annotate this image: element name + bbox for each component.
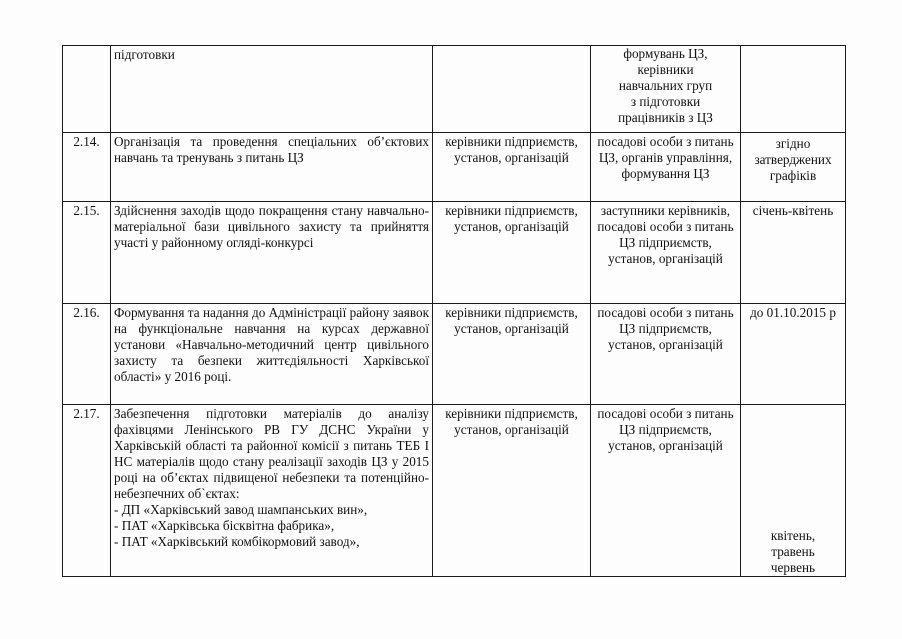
- due-line: травень: [771, 544, 815, 559]
- table-row: [63, 133, 846, 202]
- responsible-cell: [433, 46, 591, 133]
- responsible-cell: [433, 405, 591, 577]
- row-number: 2.14.: [63, 133, 111, 202]
- measure-description-text: Забезпечення підготовки матеріалів до аналізу фахівцями Ленінського РВ ГУ ДСНС України у Харківській області та районної комісії з питань ТЕБ І НС матеріалів щодо стану реалізації заходів ЦЗ у 2015 році на об’єктах підвищеної небезпеки та потенційно-небезпечних об`єктах:: [114, 406, 429, 501]
- involved-cell: [591, 202, 741, 304]
- due-cell: [741, 405, 846, 577]
- measure-description-text: підготовки: [114, 47, 175, 62]
- due-cell: [741, 133, 846, 202]
- measure-description-text: Формування та надання до Адміністрації району заявок на функціональне навчання на курсах державної установи «Навчально-методичний центр цивільного захисту та безпеки життєдіяльності Харківської області» у 2016 році.: [114, 305, 429, 384]
- responsible-cell: [433, 202, 591, 304]
- table-row: [63, 46, 846, 133]
- list-item: - ПАТ «Харківський комбікормовий завод»,: [114, 534, 360, 549]
- list-item: - ПАТ «Харківська бісквітна фабрика»,: [114, 518, 335, 533]
- responsible-text: керівники підприємств, установ, організацій: [445, 305, 578, 336]
- due-text: згідно затверджених графіків: [754, 136, 832, 183]
- measure-description: [111, 202, 433, 304]
- due-line: червень: [770, 560, 816, 575]
- table-row: [63, 202, 846, 304]
- due-text: січень-квітень: [752, 203, 834, 218]
- responsible-text: керівники підприємств, установ, організацій: [445, 203, 578, 234]
- responsible-cell: [433, 304, 591, 405]
- enterprise-list: [114, 502, 429, 550]
- due-cell: [741, 202, 846, 304]
- due-text: до 01.10.2015 р: [750, 305, 836, 320]
- table-row: [63, 304, 846, 405]
- row-number: [63, 46, 111, 133]
- involved-cell: [591, 304, 741, 405]
- plan-table: [62, 45, 846, 577]
- involved-text: формувань ЦЗ, керівники навчальних груп з підготовки працівників з ЦЗ: [618, 46, 713, 125]
- responsible-cell: [433, 133, 591, 202]
- measure-description-text: Організація та проведення спеціальних об’єктових навчань та тренувань з питань ЦЗ: [114, 134, 429, 165]
- row-number: 2.17.: [63, 405, 111, 577]
- involved-text: посадові особи з питань ЦЗ підприємств, установ, організацій: [597, 305, 734, 352]
- measure-description-text: Здійснення заходів щодо покращення стану навчально-матеріальної бази цивільного захисту та прийняття участі у районному огляді-конкурсі: [114, 203, 429, 250]
- measure-description: [111, 133, 433, 202]
- measure-description: [111, 304, 433, 405]
- measure-description: [111, 405, 433, 577]
- row-number: 2.16.: [63, 304, 111, 405]
- row-number: 2.15.: [63, 202, 111, 304]
- due-line: квітень,: [770, 528, 816, 543]
- list-item: - ДП «Харківський завод шампанських вин»,: [114, 502, 368, 517]
- involved-text: посадові особи з питань ЦЗ підприємств, установ, організацій: [597, 406, 734, 453]
- due-cell: [741, 46, 846, 133]
- involved-text: заступники керівників, посадові особи з питань ЦЗ підприємств, установ, організацій: [597, 203, 734, 266]
- responsible-text: керівники підприємств, установ, організацій: [445, 134, 578, 165]
- responsible-text: керівники підприємств, установ, організацій: [445, 406, 578, 437]
- involved-cell: [591, 46, 741, 133]
- due-cell: [741, 304, 846, 405]
- involved-cell: [591, 405, 741, 577]
- measure-description: [111, 46, 433, 133]
- involved-text: посадові особи з питань ЦЗ, органів управління, формування ЦЗ: [597, 134, 734, 181]
- involved-cell: [591, 133, 741, 202]
- table-row: [63, 405, 846, 577]
